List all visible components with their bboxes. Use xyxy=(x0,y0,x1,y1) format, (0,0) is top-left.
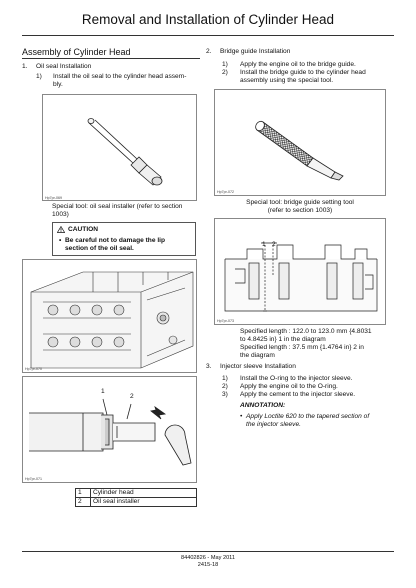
figure-1-caption-line1: Special tool: oil seal installer (refer to section xyxy=(52,203,183,210)
bridge-guide-dimension-figure xyxy=(214,218,386,325)
figure-code: Hp7pr-070 xyxy=(25,367,42,371)
table-row xyxy=(76,498,197,507)
step-3-text: Injector sleeve Installation xyxy=(220,363,296,370)
legend-label: Cylinder head xyxy=(91,489,197,498)
footer-page-number: 2415-18 xyxy=(197,562,219,568)
annotation-title: ANNOTATION: xyxy=(240,402,286,409)
callout-1: 1 xyxy=(262,241,266,248)
caution-line2: section of the oil seal. xyxy=(65,245,134,252)
cylinder-head-drawing xyxy=(23,260,197,373)
callout-1: 1 xyxy=(101,388,105,395)
footer-doc-number: 84402826 - May 2011 xyxy=(180,555,235,561)
section-heading-rule xyxy=(22,58,200,59)
step-2-1-number: 1) xyxy=(222,61,228,68)
oil-seal-install-drawing xyxy=(23,377,197,483)
cylinder-head-figure xyxy=(22,259,197,373)
annotation-line1: Apply Loctite 620 to the tapered section of xyxy=(246,413,370,420)
figure-code: Hp7pr-073 xyxy=(217,319,234,323)
caution-bullet-icon: • xyxy=(59,237,62,244)
step-2-text: Bridge guide Installation xyxy=(220,48,291,55)
annotation-line2: the injector sleeve. xyxy=(246,421,301,428)
step-3-number: 3. xyxy=(206,363,212,370)
step-1-1-line2: bly. xyxy=(53,81,63,88)
figure-4-caption-line1: Special tool: bridge guide setting tool xyxy=(246,199,354,206)
legend-num: 2 xyxy=(76,498,91,507)
step-3-3-number: 3) xyxy=(222,391,228,398)
step-2-1-text: Apply the engine oil to the bridge guide. xyxy=(240,61,356,68)
bridge-guide-tool-figure xyxy=(214,89,386,196)
bridge-guide-tool-drawing xyxy=(215,90,386,196)
step-1-number: 1. xyxy=(22,63,28,70)
legend-num: 1 xyxy=(76,489,91,498)
oil-seal-installer-figure xyxy=(42,94,197,201)
step-3-1-number: 1) xyxy=(222,375,228,382)
figure-code: Hp7pr-072 xyxy=(217,190,234,194)
footer-rule xyxy=(22,551,394,552)
title-rule xyxy=(22,35,394,36)
caution-box xyxy=(52,222,196,256)
figure-code: Hp7pr-069 xyxy=(45,196,62,200)
section-heading: Assembly of Cylinder Head xyxy=(22,47,131,57)
step-1-1-line1: Install the oil seal to the cylinder head assem- xyxy=(53,73,187,80)
annotation-bullet-icon: • xyxy=(240,413,243,420)
page-title: Removal and Installation of Cylinder Head xyxy=(81,12,335,27)
figure-code: Hp7pr-071 xyxy=(25,477,42,481)
step-3-2-text: Apply the engine oil to the O-ring. xyxy=(240,383,338,390)
caution-header xyxy=(57,226,98,234)
step-2-2-number: 2) xyxy=(222,69,228,76)
spec-line4: the diagram xyxy=(240,352,275,359)
warning-triangle-icon xyxy=(57,226,65,233)
bridge-guide-dimension-drawing xyxy=(215,219,386,325)
spec-line3: Specified length : 37.5 mm {1.4764 in} 2 in xyxy=(240,344,364,351)
figure-4-caption-line2: (refer to section 1003) xyxy=(267,207,333,214)
step-1-1-number: 1) xyxy=(36,73,42,80)
spec-line2: to 4.8425 in} 1 in the diagram xyxy=(240,336,326,343)
spec-line1: Specified length : 122.0 to 123.0 mm {4.8031 xyxy=(240,328,372,335)
figure-1-caption-line2: 1003) xyxy=(52,211,69,218)
legend-table xyxy=(75,488,197,507)
callout-2: 2 xyxy=(272,241,276,248)
oil-seal-installer-drawing xyxy=(43,95,197,201)
step-2-2-line1: Install the bridge guide to the cylinder head xyxy=(240,69,366,76)
step-1-text: Oil seal Installation xyxy=(36,63,92,70)
table-row xyxy=(76,489,197,498)
oil-seal-install-figure xyxy=(22,376,197,483)
callout-2: 2 xyxy=(130,393,134,400)
step-2-number: 2. xyxy=(206,48,212,55)
caution-line1: Be careful not to damage the lip xyxy=(65,237,166,244)
step-3-2-number: 2) xyxy=(222,383,228,390)
step-2-2-line2: assembly using the special tool. xyxy=(240,77,334,84)
step-3-3-text: Apply the cement to the injector sleeve. xyxy=(240,391,356,398)
caution-title: CAUTION xyxy=(68,226,99,233)
legend-label: Oil seal installer xyxy=(91,498,197,507)
step-3-1-text: Install the O-ring to the injector sleeve. xyxy=(240,375,353,382)
